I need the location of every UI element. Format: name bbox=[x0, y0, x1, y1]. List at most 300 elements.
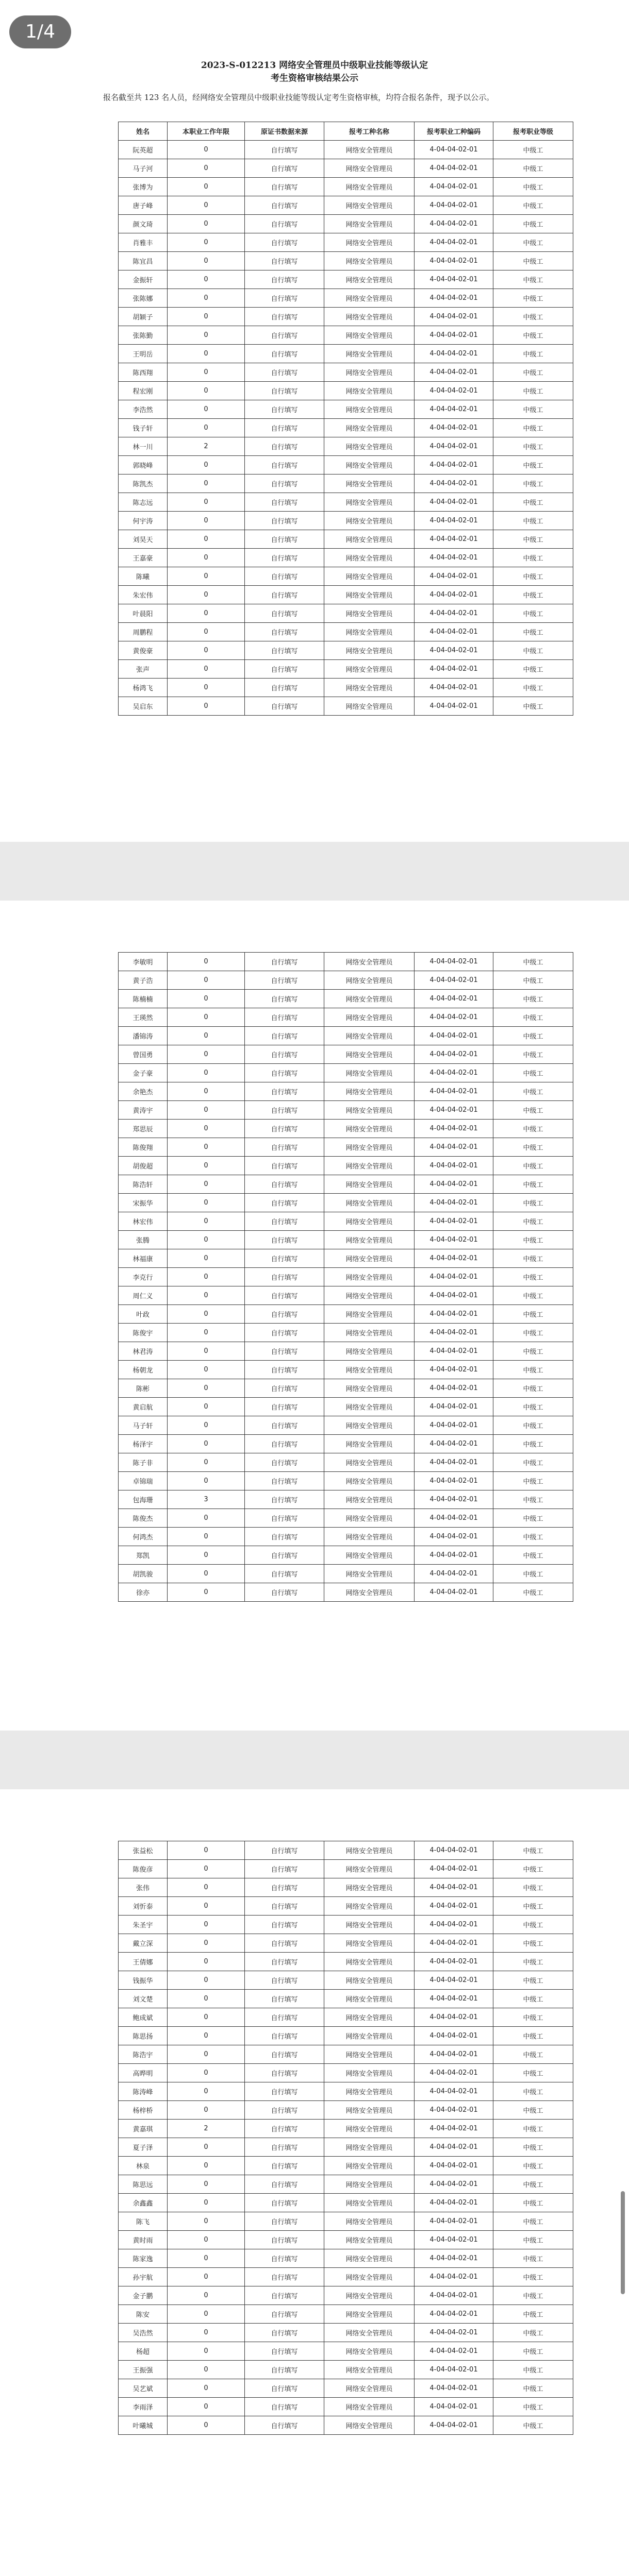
cell-level: 中级工 bbox=[493, 953, 573, 971]
cell-code: 4-04-04-02-01 bbox=[415, 990, 493, 1008]
cell-occupation: 网络安全管理员 bbox=[324, 2305, 415, 2324]
cell-source: 自行填写 bbox=[245, 1490, 324, 1509]
cell-source: 自行填写 bbox=[245, 1231, 324, 1249]
cell-name: 钱子轩 bbox=[119, 419, 168, 437]
cell-level: 中级工 bbox=[493, 1490, 573, 1509]
cell-level: 中级工 bbox=[493, 326, 573, 345]
cell-years: 0 bbox=[168, 1286, 245, 1305]
header-occupation: 报考工种名称 bbox=[324, 122, 415, 141]
cell-level: 中级工 bbox=[493, 270, 573, 289]
cell-name: 黄子浩 bbox=[119, 971, 168, 990]
cell-occupation: 网络安全管理员 bbox=[324, 2082, 415, 2101]
cell-code: 4-04-04-02-01 bbox=[415, 474, 493, 493]
cell-occupation: 网络安全管理员 bbox=[324, 308, 415, 326]
cell-source: 自行填写 bbox=[245, 1008, 324, 1027]
cell-name: 马子轩 bbox=[119, 1416, 168, 1435]
cell-level: 中级工 bbox=[493, 493, 573, 512]
table-row bbox=[119, 1064, 573, 1082]
cell-name: 刘文楚 bbox=[119, 1990, 168, 2008]
cell-code: 4-04-04-02-01 bbox=[415, 2212, 493, 2231]
cell-code: 4-04-04-02-01 bbox=[415, 382, 493, 400]
cell-occupation: 网络安全管理员 bbox=[324, 1101, 415, 1120]
cell-level: 中级工 bbox=[493, 2212, 573, 2231]
cell-name: 陈涛峰 bbox=[119, 2082, 168, 2101]
header-code: 报考职业工种编码 bbox=[415, 122, 493, 141]
cell-occupation: 网络安全管理员 bbox=[324, 178, 415, 196]
cell-code: 4-04-04-02-01 bbox=[415, 1565, 493, 1583]
table-row bbox=[119, 1472, 573, 1490]
table-row bbox=[119, 549, 573, 567]
candidate-table-page-2 bbox=[118, 952, 573, 1602]
cell-occupation: 网络安全管理员 bbox=[324, 2398, 415, 2416]
cell-level: 中级工 bbox=[493, 679, 573, 697]
cell-source: 自行填写 bbox=[245, 679, 324, 697]
cell-level: 中级工 bbox=[493, 1546, 573, 1565]
cell-occupation: 网络安全管理员 bbox=[324, 1082, 415, 1101]
cell-name: 张伟 bbox=[119, 1878, 168, 1897]
cell-code: 4-04-04-02-01 bbox=[415, 1971, 493, 1990]
cell-name: 胡凯骏 bbox=[119, 1565, 168, 1583]
cell-level: 中级工 bbox=[493, 2194, 573, 2212]
cell-source: 自行填写 bbox=[245, 2082, 324, 2101]
cell-code: 4-04-04-02-01 bbox=[415, 971, 493, 990]
cell-name: 杨泽宇 bbox=[119, 1435, 168, 1453]
cell-level: 中级工 bbox=[493, 159, 573, 178]
cell-years: 0 bbox=[168, 2101, 245, 2120]
cell-source: 自行填写 bbox=[245, 1953, 324, 1971]
cell-name: 吴艺斌 bbox=[119, 2379, 168, 2398]
cell-years: 0 bbox=[168, 1157, 245, 1175]
cell-source: 自行填写 bbox=[245, 2138, 324, 2157]
cell-level: 中级工 bbox=[493, 1268, 573, 1286]
cell-source: 自行填写 bbox=[245, 1435, 324, 1453]
cell-level: 中级工 bbox=[493, 1897, 573, 1916]
cell-occupation: 网络安全管理员 bbox=[324, 1268, 415, 1286]
cell-name: 马子河 bbox=[119, 159, 168, 178]
cell-name: 余鑫鑫 bbox=[119, 2194, 168, 2212]
table-row bbox=[119, 1490, 573, 1509]
table-row bbox=[119, 1398, 573, 1416]
cell-code: 4-04-04-02-01 bbox=[415, 1342, 493, 1361]
cell-occupation: 网络安全管理员 bbox=[324, 493, 415, 512]
cell-occupation: 网络安全管理员 bbox=[324, 1194, 415, 1212]
cell-level: 中级工 bbox=[493, 456, 573, 474]
cell-years: 0 bbox=[168, 2157, 245, 2175]
table-row bbox=[119, 1416, 573, 1435]
cell-name: 夏子泽 bbox=[119, 2138, 168, 2157]
cell-code: 4-04-04-02-01 bbox=[415, 1138, 493, 1157]
cell-occupation: 网络安全管理员 bbox=[324, 2268, 415, 2286]
cell-occupation: 网络安全管理员 bbox=[324, 1416, 415, 1435]
cell-name: 鲍成斌 bbox=[119, 2008, 168, 2027]
cell-level: 中级工 bbox=[493, 1008, 573, 1027]
cell-name: 刘忻泰 bbox=[119, 1897, 168, 1916]
cell-level: 中级工 bbox=[493, 252, 573, 270]
candidate-table-page-1 bbox=[118, 122, 573, 716]
cell-code: 4-04-04-02-01 bbox=[415, 2379, 493, 2398]
table-row bbox=[119, 215, 573, 233]
cell-source: 自行填写 bbox=[245, 660, 324, 679]
cell-code: 4-04-04-02-01 bbox=[415, 419, 493, 437]
cell-name: 陈俊翔 bbox=[119, 1138, 168, 1157]
cell-code: 4-04-04-02-01 bbox=[415, 679, 493, 697]
cell-years: 0 bbox=[168, 549, 245, 567]
cell-source: 自行填写 bbox=[245, 1286, 324, 1305]
cell-source: 自行填写 bbox=[245, 456, 324, 474]
cell-code: 4-04-04-02-01 bbox=[415, 437, 493, 456]
cell-source: 自行填写 bbox=[245, 1342, 324, 1361]
cell-code: 4-04-04-02-01 bbox=[415, 2120, 493, 2138]
table-row bbox=[119, 679, 573, 697]
cell-level: 中级工 bbox=[493, 2268, 573, 2286]
cell-source: 自行填写 bbox=[245, 697, 324, 716]
cell-level: 中级工 bbox=[493, 2398, 573, 2416]
cell-occupation: 网络安全管理员 bbox=[324, 2157, 415, 2175]
table-row bbox=[119, 660, 573, 679]
cell-occupation: 网络安全管理员 bbox=[324, 660, 415, 679]
table-row bbox=[119, 252, 573, 270]
cell-code: 4-04-04-02-01 bbox=[415, 1045, 493, 1064]
cell-occupation: 网络安全管理员 bbox=[324, 1990, 415, 2008]
cell-occupation: 网络安全管理员 bbox=[324, 252, 415, 270]
cell-years: 0 bbox=[168, 474, 245, 493]
cell-level: 中级工 bbox=[493, 1157, 573, 1175]
cell-source: 自行填写 bbox=[245, 623, 324, 641]
cell-level: 中级工 bbox=[493, 141, 573, 159]
cell-code: 4-04-04-02-01 bbox=[415, 1841, 493, 1860]
cell-source: 自行填写 bbox=[245, 308, 324, 326]
cell-code: 4-04-04-02-01 bbox=[415, 623, 493, 641]
cell-years: 0 bbox=[168, 697, 245, 716]
table-row bbox=[119, 1342, 573, 1361]
cell-years: 0 bbox=[168, 1120, 245, 1138]
cell-code: 4-04-04-02-01 bbox=[415, 1583, 493, 1602]
table-row bbox=[119, 953, 573, 971]
cell-occupation: 网络安全管理员 bbox=[324, 1472, 415, 1490]
scrollbar-thumb[interactable] bbox=[621, 2191, 625, 2294]
cell-years: 0 bbox=[168, 2305, 245, 2324]
cell-name: 胡颖子 bbox=[119, 308, 168, 326]
cell-years: 0 bbox=[168, 679, 245, 697]
cell-occupation: 网络安全管理员 bbox=[324, 1157, 415, 1175]
table-row bbox=[119, 2120, 573, 2138]
cell-code: 4-04-04-02-01 bbox=[415, 2286, 493, 2305]
cell-years: 0 bbox=[168, 2212, 245, 2231]
cell-name: 林福康 bbox=[119, 1249, 168, 1268]
cell-source: 自行填写 bbox=[245, 2120, 324, 2138]
cell-years: 0 bbox=[168, 1971, 245, 1990]
cell-level: 中级工 bbox=[493, 2082, 573, 2101]
cell-code: 4-04-04-02-01 bbox=[415, 2175, 493, 2194]
cell-source: 自行填写 bbox=[245, 2008, 324, 2027]
cell-years: 0 bbox=[168, 1045, 245, 1064]
cell-years: 0 bbox=[168, 493, 245, 512]
cell-occupation: 网络安全管理员 bbox=[324, 1897, 415, 1916]
table-row bbox=[119, 530, 573, 549]
table-row bbox=[119, 233, 573, 252]
table-row bbox=[119, 1101, 573, 1120]
cell-level: 中级工 bbox=[493, 604, 573, 623]
cell-occupation: 网络安全管理员 bbox=[324, 2008, 415, 2027]
cell-level: 中级工 bbox=[493, 990, 573, 1008]
table-row bbox=[119, 456, 573, 474]
table-row bbox=[119, 2101, 573, 2120]
cell-occupation: 网络安全管理员 bbox=[324, 1305, 415, 1324]
cell-code: 4-04-04-02-01 bbox=[415, 1472, 493, 1490]
cell-name: 吴启东 bbox=[119, 697, 168, 716]
table-row bbox=[119, 604, 573, 623]
cell-occupation: 网络安全管理员 bbox=[324, 2064, 415, 2082]
table-row bbox=[119, 400, 573, 419]
cell-years: 0 bbox=[168, 2361, 245, 2379]
cell-occupation: 网络安全管理员 bbox=[324, 1120, 415, 1138]
table-row bbox=[119, 1435, 573, 1453]
table-row bbox=[119, 2194, 573, 2212]
cell-code: 4-04-04-02-01 bbox=[415, 2157, 493, 2175]
cell-level: 中级工 bbox=[493, 1286, 573, 1305]
table-row bbox=[119, 512, 573, 530]
cell-source: 自行填写 bbox=[245, 2305, 324, 2324]
cell-name: 戴立深 bbox=[119, 1934, 168, 1953]
cell-source: 自行填写 bbox=[245, 1064, 324, 1082]
cell-years: 0 bbox=[168, 159, 245, 178]
cell-name: 王明岳 bbox=[119, 345, 168, 363]
cell-occupation: 网络安全管理员 bbox=[324, 1064, 415, 1082]
cell-code: 4-04-04-02-01 bbox=[415, 2305, 493, 2324]
table-row bbox=[119, 1231, 573, 1249]
cell-name: 包海珊 bbox=[119, 1490, 168, 1509]
cell-level: 中级工 bbox=[493, 1175, 573, 1194]
cell-level: 中级工 bbox=[493, 2416, 573, 2435]
cell-name: 程宏刚 bbox=[119, 382, 168, 400]
cell-name: 卓锦瑞 bbox=[119, 1472, 168, 1490]
cell-code: 4-04-04-02-01 bbox=[415, 2008, 493, 2027]
cell-name: 陈浩宇 bbox=[119, 2045, 168, 2064]
cell-occupation: 网络安全管理员 bbox=[324, 1045, 415, 1064]
cell-level: 中级工 bbox=[493, 2157, 573, 2175]
cell-source: 自行填写 bbox=[245, 1175, 324, 1194]
cell-years: 0 bbox=[168, 1509, 245, 1528]
table-row bbox=[119, 141, 573, 159]
cell-years: 0 bbox=[168, 1398, 245, 1416]
page-indicator: 1/4 bbox=[9, 15, 71, 48]
table-row bbox=[119, 2268, 573, 2286]
cell-years: 0 bbox=[168, 400, 245, 419]
document-page-2 bbox=[0, 901, 629, 1731]
cell-occupation: 网络安全管理员 bbox=[324, 456, 415, 474]
cell-level: 中级工 bbox=[493, 1342, 573, 1361]
cell-years: 0 bbox=[168, 1194, 245, 1212]
cell-occupation: 网络安全管理员 bbox=[324, 2138, 415, 2157]
cell-source: 自行填写 bbox=[245, 604, 324, 623]
cell-years: 0 bbox=[168, 1528, 245, 1546]
cell-level: 中级工 bbox=[493, 2175, 573, 2194]
table-row bbox=[119, 2064, 573, 2082]
table-row bbox=[119, 159, 573, 178]
cell-source: 自行填写 bbox=[245, 1416, 324, 1435]
cell-name: 周鹏程 bbox=[119, 623, 168, 641]
cell-code: 4-04-04-02-01 bbox=[415, 456, 493, 474]
table-row bbox=[119, 1916, 573, 1934]
cell-code: 4-04-04-02-01 bbox=[415, 159, 493, 178]
cell-years: 0 bbox=[168, 971, 245, 990]
cell-code: 4-04-04-02-01 bbox=[415, 2064, 493, 2082]
cell-source: 自行填写 bbox=[245, 1860, 324, 1878]
cell-level: 中级工 bbox=[493, 178, 573, 196]
table-row bbox=[119, 2286, 573, 2305]
cell-name: 金振轩 bbox=[119, 270, 168, 289]
cell-years: 0 bbox=[168, 233, 245, 252]
cell-code: 4-04-04-02-01 bbox=[415, 2138, 493, 2157]
cell-years: 2 bbox=[168, 2120, 245, 2138]
cell-source: 自行填写 bbox=[245, 2045, 324, 2064]
cell-level: 中级工 bbox=[493, 2045, 573, 2064]
cell-level: 中级工 bbox=[493, 512, 573, 530]
document-page-1 bbox=[0, 0, 629, 842]
cell-source: 自行填写 bbox=[245, 990, 324, 1008]
cell-occupation: 网络安全管理员 bbox=[324, 530, 415, 549]
cell-level: 中级工 bbox=[493, 1509, 573, 1528]
cell-source: 自行填写 bbox=[245, 1027, 324, 1045]
cell-occupation: 网络安全管理员 bbox=[324, 215, 415, 233]
candidate-table-page-3 bbox=[118, 1841, 573, 2435]
table-row bbox=[119, 1268, 573, 1286]
cell-occupation: 网络安全管理员 bbox=[324, 2175, 415, 2194]
cell-level: 中级工 bbox=[493, 308, 573, 326]
cell-source: 自行填写 bbox=[245, 159, 324, 178]
cell-level: 中级工 bbox=[493, 400, 573, 419]
cell-code: 4-04-04-02-01 bbox=[415, 512, 493, 530]
cell-years: 0 bbox=[168, 1212, 245, 1231]
cell-years: 0 bbox=[168, 2268, 245, 2286]
cell-source: 自行填写 bbox=[245, 586, 324, 604]
cell-source: 自行填写 bbox=[245, 419, 324, 437]
cell-name: 李克行 bbox=[119, 1268, 168, 1286]
cell-name: 陈子非 bbox=[119, 1453, 168, 1472]
cell-source: 自行填写 bbox=[245, 345, 324, 363]
cell-years: 0 bbox=[168, 567, 245, 586]
cell-level: 中级工 bbox=[493, 1212, 573, 1231]
cell-occupation: 网络安全管理员 bbox=[324, 1379, 415, 1398]
cell-years: 0 bbox=[168, 1546, 245, 1565]
cell-source: 自行填写 bbox=[245, 1509, 324, 1528]
cell-name: 郑凯 bbox=[119, 1546, 168, 1565]
table-row bbox=[119, 623, 573, 641]
cell-code: 4-04-04-02-01 bbox=[415, 2249, 493, 2268]
cell-name: 郭晓峰 bbox=[119, 456, 168, 474]
cell-code: 4-04-04-02-01 bbox=[415, 660, 493, 679]
cell-source: 自行填写 bbox=[245, 1398, 324, 1416]
cell-level: 中级工 bbox=[493, 1878, 573, 1897]
cell-code: 4-04-04-02-01 bbox=[415, 2416, 493, 2435]
cell-level: 中级工 bbox=[493, 289, 573, 308]
cell-level: 中级工 bbox=[493, 1120, 573, 1138]
cell-occupation: 网络安全管理员 bbox=[324, 289, 415, 308]
cell-name: 陈志远 bbox=[119, 493, 168, 512]
cell-years: 2 bbox=[168, 437, 245, 456]
cell-occupation: 网络安全管理员 bbox=[324, 1971, 415, 1990]
cell-name: 朱宏伟 bbox=[119, 586, 168, 604]
cell-name: 何宇涛 bbox=[119, 512, 168, 530]
cell-years: 0 bbox=[168, 1101, 245, 1120]
cell-code: 4-04-04-02-01 bbox=[415, 215, 493, 233]
cell-code: 4-04-04-02-01 bbox=[415, 2101, 493, 2120]
cell-years: 0 bbox=[168, 1416, 245, 1435]
cell-name: 陈俊杰 bbox=[119, 1509, 168, 1528]
cell-name: 颜文琦 bbox=[119, 215, 168, 233]
cell-code: 4-04-04-02-01 bbox=[415, 178, 493, 196]
cell-level: 中级工 bbox=[493, 1101, 573, 1120]
cell-years: 0 bbox=[168, 2194, 245, 2212]
cell-years: 0 bbox=[168, 2027, 245, 2045]
cell-name: 陈思扬 bbox=[119, 2027, 168, 2045]
cell-years: 0 bbox=[168, 1897, 245, 1916]
table-row bbox=[119, 437, 573, 456]
cell-level: 中级工 bbox=[493, 1361, 573, 1379]
cell-occupation: 网络安全管理员 bbox=[324, 382, 415, 400]
cell-source: 自行填写 bbox=[245, 1324, 324, 1342]
cell-occupation: 网络安全管理员 bbox=[324, 159, 415, 178]
document-subtitle: 考生资格审核结果公示 bbox=[271, 73, 358, 83]
cell-name: 徐亦 bbox=[119, 1583, 168, 1602]
table-row bbox=[119, 474, 573, 493]
cell-occupation: 网络安全管理员 bbox=[324, 1286, 415, 1305]
cell-occupation: 网络安全管理员 bbox=[324, 679, 415, 697]
cell-source: 自行填写 bbox=[245, 1453, 324, 1472]
cell-years: 0 bbox=[168, 1878, 245, 1897]
cell-code: 4-04-04-02-01 bbox=[415, 1249, 493, 1268]
table-row bbox=[119, 2324, 573, 2342]
cell-years: 0 bbox=[168, 2008, 245, 2027]
cell-level: 中级工 bbox=[493, 382, 573, 400]
cell-source: 自行填写 bbox=[245, 530, 324, 549]
cell-source: 自行填写 bbox=[245, 1583, 324, 1602]
cell-years: 0 bbox=[168, 990, 245, 1008]
intro-paragraph: 报名截至共 123 名人员，经网络安全管理员中级职业技能等级认定考生资格审核，均符合报名条件，现予以公示。 bbox=[103, 93, 494, 102]
cell-level: 中级工 bbox=[493, 1045, 573, 1064]
cell-code: 4-04-04-02-01 bbox=[415, 252, 493, 270]
cell-occupation: 网络安全管理员 bbox=[324, 1490, 415, 1509]
cell-years: 0 bbox=[168, 363, 245, 382]
cell-source: 自行填写 bbox=[245, 1546, 324, 1565]
cell-code: 4-04-04-02-01 bbox=[415, 2398, 493, 2416]
cell-occupation: 网络安全管理员 bbox=[324, 623, 415, 641]
cell-occupation: 网络安全管理员 bbox=[324, 1361, 415, 1379]
cell-name: 陈西翔 bbox=[119, 363, 168, 382]
cell-level: 中级工 bbox=[493, 1064, 573, 1082]
table-row bbox=[119, 990, 573, 1008]
cell-years: 0 bbox=[168, 252, 245, 270]
cell-occupation: 网络安全管理员 bbox=[324, 1453, 415, 1472]
cell-source: 自行填写 bbox=[245, 2101, 324, 2120]
cell-level: 中级工 bbox=[493, 1953, 573, 1971]
cell-occupation: 网络安全管理员 bbox=[324, 1231, 415, 1249]
cell-occupation: 网络安全管理员 bbox=[324, 2342, 415, 2361]
cell-occupation: 网络安全管理员 bbox=[324, 1027, 415, 1045]
table-row bbox=[119, 2305, 573, 2324]
cell-occupation: 网络安全管理员 bbox=[324, 2324, 415, 2342]
table-row bbox=[119, 1860, 573, 1878]
cell-code: 4-04-04-02-01 bbox=[415, 697, 493, 716]
table-row bbox=[119, 1045, 573, 1064]
cell-level: 中级工 bbox=[493, 474, 573, 493]
cell-source: 自行填写 bbox=[245, 2175, 324, 2194]
table-row bbox=[119, 1324, 573, 1342]
cell-source: 自行填写 bbox=[245, 2324, 324, 2342]
cell-occupation: 网络安全管理员 bbox=[324, 2120, 415, 2138]
cell-name: 陈浩轩 bbox=[119, 1175, 168, 1194]
cell-occupation: 网络安全管理员 bbox=[324, 2231, 415, 2249]
